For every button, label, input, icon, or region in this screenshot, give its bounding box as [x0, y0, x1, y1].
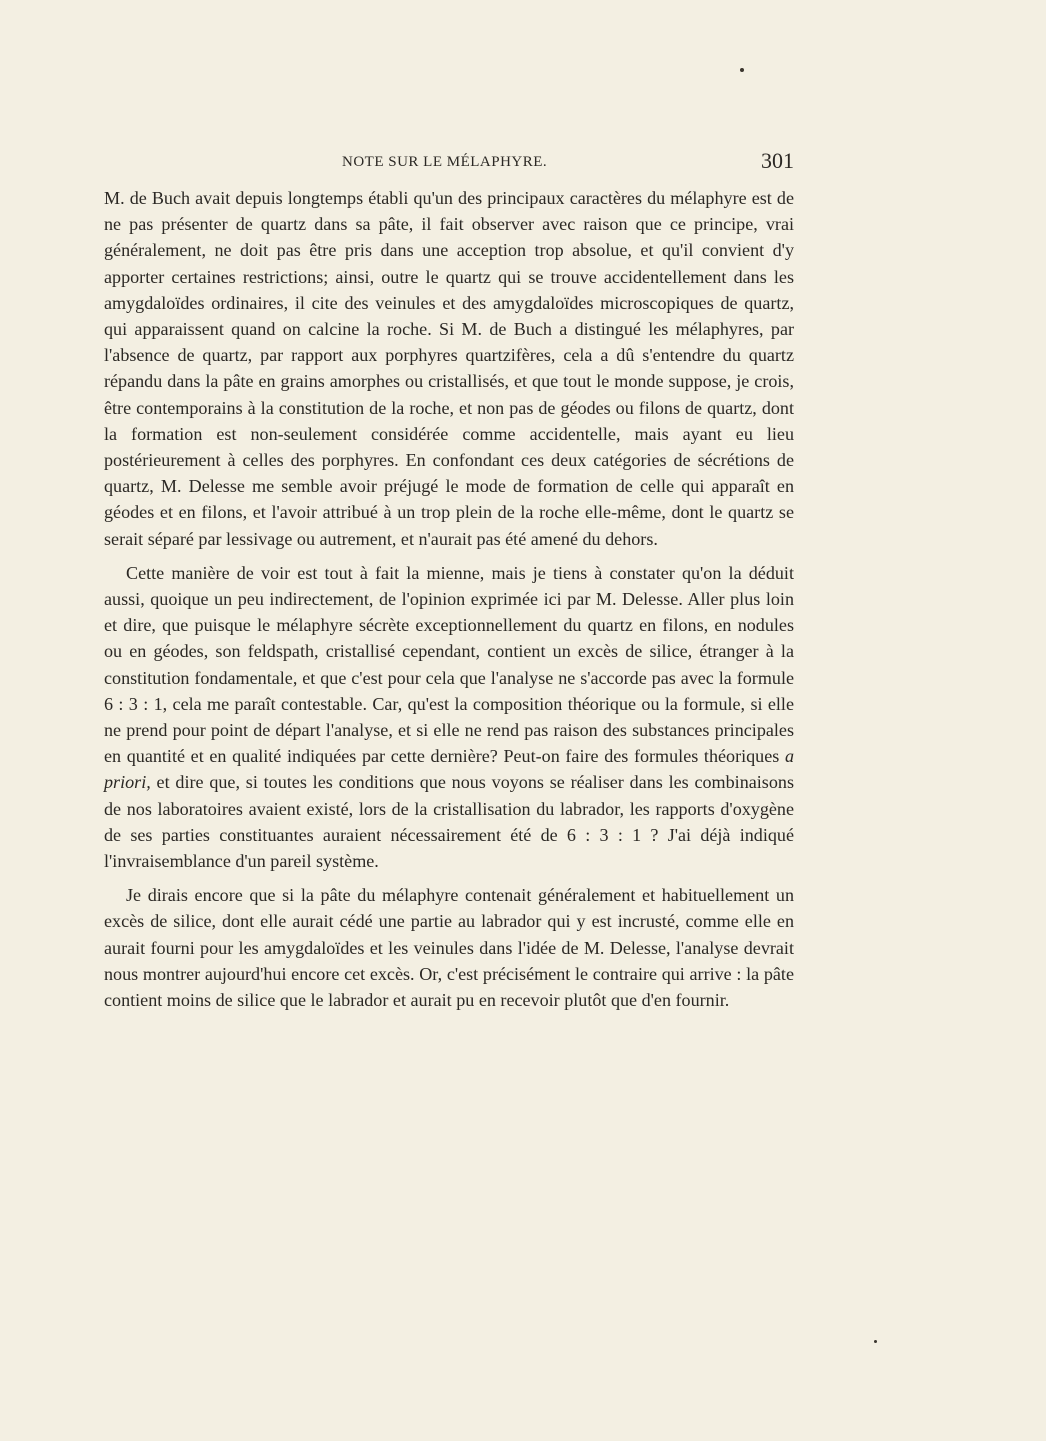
ink-speck-top — [740, 68, 744, 72]
page-body — [104, 185, 794, 1013]
running-title: NOTE SUR LE MÉLAPHYRE. — [342, 154, 548, 170]
paragraph-1-text: M. de Buch avait depuis longtemps établi qu'un des principaux caractères du mélaphyre est de ne pas présenter de quartz dans sa pâte, il fait observer avec raison que ce principe, vrai généralement, ne doit pas être pris dans une acception trop absolue, et qu'il convient d'y apporter certaines restrictions; ainsi, outre le quartz qui se trouve accidentellement dans les amygdaloïdes ordinaires, il cite des veinules et des amygdaloïdes microscopiques de quartz, qui apparaissent quand on calcine la roche. Si M. de Buch a distingué les mélaphyres, par l'absence de quartz, par rapport aux porphyres quartzifères, cela a dû s'entendre du quartz répandu dans la pâte en grains amorphes ou cristallisés, et que tout le monde suppose, je crois, être contemporains à la constitution de la roche, et non pas de géodes ou filons de quartz, dont la formation est non-seulement considérée comme accidentelle, mais ayant eu lieu postérieurement à celles des porphyres. En confondant ces deux catégories de sécrétions de quartz, M. Delesse me semble avoir préjugé le mode de formation de celle qui apparaît en géodes et en filons, et l'avoir attribué à un trop plein de la roche elle-même, dont le quartz se serait séparé par lessivage ou autrement, et n'aurait pas été amené du dehors. — [104, 188, 794, 549]
paragraph-2-text: Cette manière de voir est tout à fait la mienne, mais je tiens à constater qu'on la déduit aussi, quoique un peu indirectement, de l'opinion exprimée ici par M. Delesse. Aller plus loin et dire, que puisque le mélaphyre sécrète exceptionnellement du quartz en filons, en nodules ou en géodes, son feldspath, cristallisé cependant, contient un excès de silice, étranger à la constitution fondamentale, et que c'est pour cela que l'analyse ne s'accorde pas avec la formule 6 : 3 : 1, cela me paraît contestable. Car, qu'est la composition théorique ou la formule, si elle ne prend pour point de départ l'analyse, et si elle ne rend pas raison des substances principales en quantité et en qualité indiquées par cette dernière? Peut-on faire des formules théoriques — [104, 562, 794, 767]
page-header — [104, 148, 794, 178]
ink-speck-bottom — [874, 1340, 877, 1343]
page-number: 301 — [761, 148, 794, 173]
paragraph-2-text-after: et dire que, si toutes les conditions que nous voyons se réaliser dans les combinaisons de nos laboratoires avaient existé, lors de la cristallisation du labrador, les rapports d'oxygène de ses parties constituantes auraient nécessairement été de 6 : 3 : 1 ? J'ai déjà indiqué l'invraisemblance d'un pareil système. — [104, 772, 794, 872]
paragraph-2 — [104, 560, 794, 874]
paragraph-3 — [104, 882, 794, 1013]
paragraph-3-text: Je dirais encore que si la pâte du mélaphyre contenait généralement et habituellement un excès de silice, dont elle aurait cédé une partie au labrador qui y est incrusté, comme elle en aurait fourni pour les amygdaloïdes et les veinules dans l'idée de M. Delesse, l'analyse devrait nous montrer aujourd'hui encore cet excès. Or, c'est précisément le contraire qui arrive : la pâte contient moins de silice que le labrador et aurait pu en recevoir plutôt que d'en fournir. — [104, 885, 794, 1011]
paragraph-2-italic-phrase: a priori, — [104, 746, 794, 793]
paragraph-1 — [104, 185, 794, 552]
